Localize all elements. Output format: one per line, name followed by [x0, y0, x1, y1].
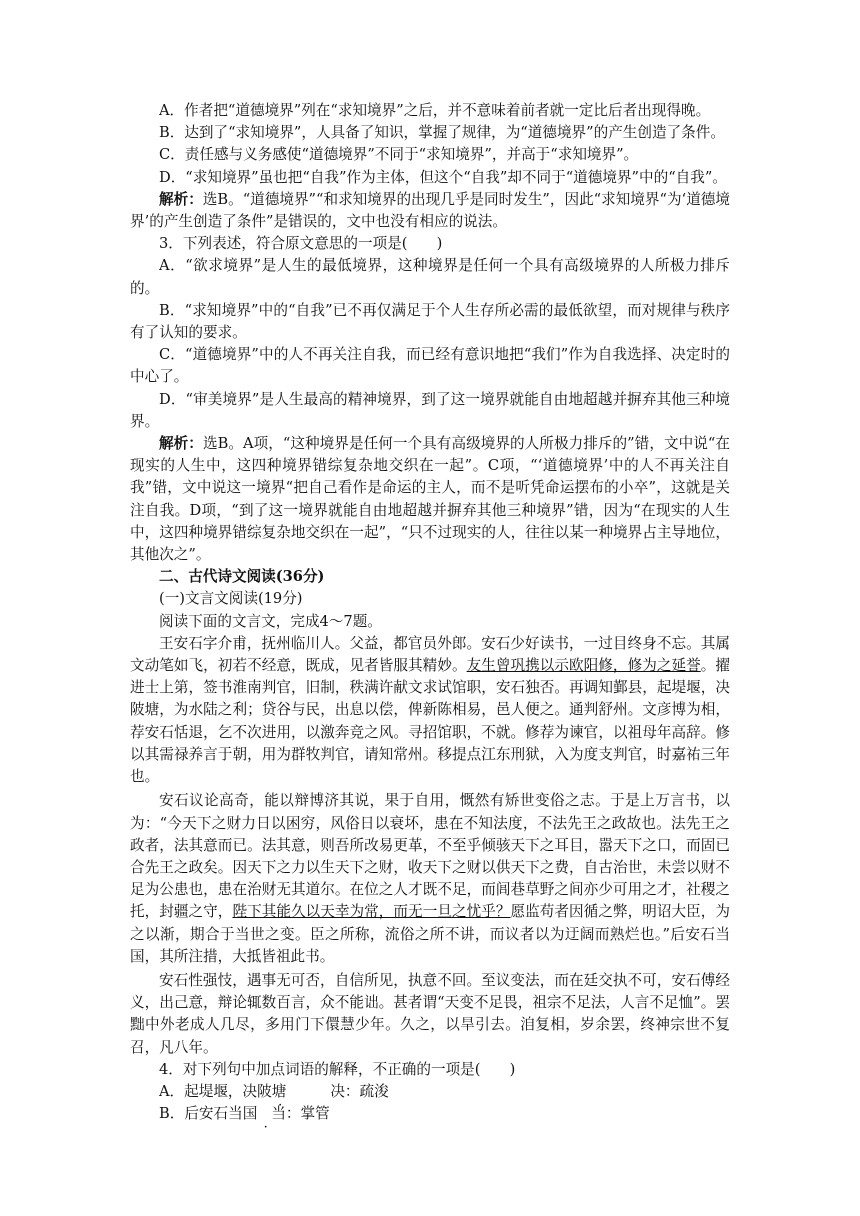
option-text: A．起堤堰，: [159, 1082, 243, 1100]
definition: 决：疏浚: [330, 1082, 389, 1100]
q3-option-c: C．“道德境界”中的人不再关注自我，而已经有意识地把“我们”作为自我选择、决定时的中心了。: [130, 346, 730, 386]
dotted-word: 当 ·: [228, 1105, 243, 1122]
q2-option-d: D．“求知境界”虽也把“自我”作为主体，但这个“自我”却不同于“道德境界”中的“自我”。: [159, 168, 727, 186]
option-text: 国: [242, 1105, 258, 1123]
passage-paragraph-1: [130, 633, 730, 788]
q4-option-b: [130, 1103, 730, 1125]
q3-analysis-label: 解析：: [159, 435, 203, 453]
q3-option-b: B．“求知境界”中的“自我”已不再仅满足于个人生存所必需的最低欲望，而对规律与秩序有了认知的要求。: [130, 301, 730, 342]
q2-analysis-text: 选B。“道德境界”“和求知境界的出现几乎是同时发生”，因此“求知境界“为‘道德境界’的产生创造了条件”是错误的，文中也没有相应的说法。: [130, 190, 730, 231]
q2-option-c: C．责任感与义务感使“道德境界”不同于“求知境界”，并高于“求知境界”。: [159, 146, 639, 164]
definition: 当：掌管: [271, 1105, 330, 1123]
q4-stem: 4．对下列句中加点词语的解释，不正确的一项是( ): [159, 1060, 516, 1078]
dotted-word: 决 ·: [243, 1083, 258, 1100]
q3-stem: 3．下列表述，符合原文意思的一项是( ): [159, 235, 443, 253]
q3-option-d: D．“审美境界”是人生最高的精神境界，到了这一境界就能自由地超越并摒弃其他三种境界。: [130, 390, 730, 430]
q2-option-a: A．作者把“道德境界”列在“求知境界”之后，并不意味着前者就一定比后者出现得晚。: [159, 102, 711, 119]
passage-text: 安石议论高奇，能以辩博济其说，果于自用，慨然有矫世变俗之志。于是上万言书，以为：“今天下之财力日以困穷，风俗日以衰坏，患在不知法度，不法先王之政故也。法先王之政者，法其意而已。法其意，则吾所改易更革，不至乎倾骇天下之耳目，嚣天下之口，而固已合先王之政矣。因天下之力以生天下之财，收天下之财以供天下之费，自古治世，未尝以财不足为公患也，患在治财无其道尔。在位之人才既不足，而闾巷草野之间亦少可用之才，社稷之托，封疆之守，: [130, 792, 730, 921]
q2-analysis: [130, 189, 730, 233]
passage-paragraph-3: 安石性强忮，遇事无可否，自信所见，执意不回。至议变法，而在廷交执不可，安石傅经义，出己意，辩论辄数百言，众不能诎。甚者谓“天变不足畏，祖宗不足法，人言不足恤”。罢黜中外老成人几尽，多用门下儇慧少年。久之，以旱引去。洎复相，岁余罢，终神宗世不复召，凡八年。: [130, 971, 730, 1056]
q3-analysis-text: 选B。A项，“这种境界是任何一个具有高级境界的人所极力排斥的”错，文中说“在现实的人生中，这四种境界错综复杂地交织在一起”。C项，“‘道德境界’中的人不再关注自我”错，文中说这一境界“把自己看作是命运的主人，而不是听凭命运摆布的小卒”，这就是关注自我。D项，“到了这一境界就能自由地超越并摒弃其他三种境界”错，因为“在现实的人生中，这四种境界错综复杂地交织在一起”，“只不过现实的人，往往以某一种境界占主导地位，其他次之”。: [130, 435, 730, 564]
section-instruction: 阅读下面的文言文，完成4～7题。: [159, 612, 382, 630]
underlined-sentence-1: 友生曾巩携以示欧阳修，修为之延誉: [466, 657, 701, 675]
q2-option-b: B．达到了“求知境界”，人具备了知识，掌握了规律，为“道德境界”的产生创造了条件。: [159, 124, 725, 142]
section-title: 二、古代诗文阅读(36分): [159, 568, 325, 586]
passage-paragraph-2: [130, 790, 730, 968]
q3-option-a: A．“欲求境界”是人生的最低境界，这种境界是任何一个具有高级境界的人所极力排斥的。: [130, 257, 730, 297]
option-text: 陂塘: [257, 1082, 287, 1100]
passage-text: 。擢进士上第，签书淮南判官，旧制，秩满许献文求试馆职，安石独否。再调知鄞县，起堤堰，决陂塘，为水陆之利；贷谷与民，出息以偿，俾新陈相易，邑人便之。通判舒州。文彦博为相，荐安石恬退，乞不次进用，以激奔竞之风。寻招馆职，不就。修荐为谏官，以祖母年高辞。修以其需禄养言于朝，用为群牧判官，请知常州。移提点江东刑狱，入为度支判官，时嘉祐三年也。: [130, 657, 730, 786]
q4-option-a: [130, 1081, 730, 1103]
q3-analysis: [130, 433, 730, 566]
option-text: B．后安石: [159, 1105, 229, 1123]
q2-analysis-label: 解析：: [159, 190, 203, 208]
section-subtitle: (一)文言文阅读(19分): [159, 590, 303, 608]
passage-text: 王安石字介甫，抚州临川人。父益，都官员外郎。安石少好读书，一过目终身不忘。其属文动笔如飞，初若不经意，既成，见者皆服其精妙。: [130, 634, 730, 675]
underlined-sentence-2: 陛下其能久以天幸为常，而无一旦之忧乎？: [232, 903, 511, 921]
passage-text: 愿监苟者因循之弊，明诏大臣，为之以渐，期合于当世之变。臣之所称，流俗之所不讲，而议者以为迂阔而熟烂也。”后安石当国，其所注措，大抵皆祖此书。: [130, 903, 730, 965]
document-page: [130, 100, 730, 1125]
